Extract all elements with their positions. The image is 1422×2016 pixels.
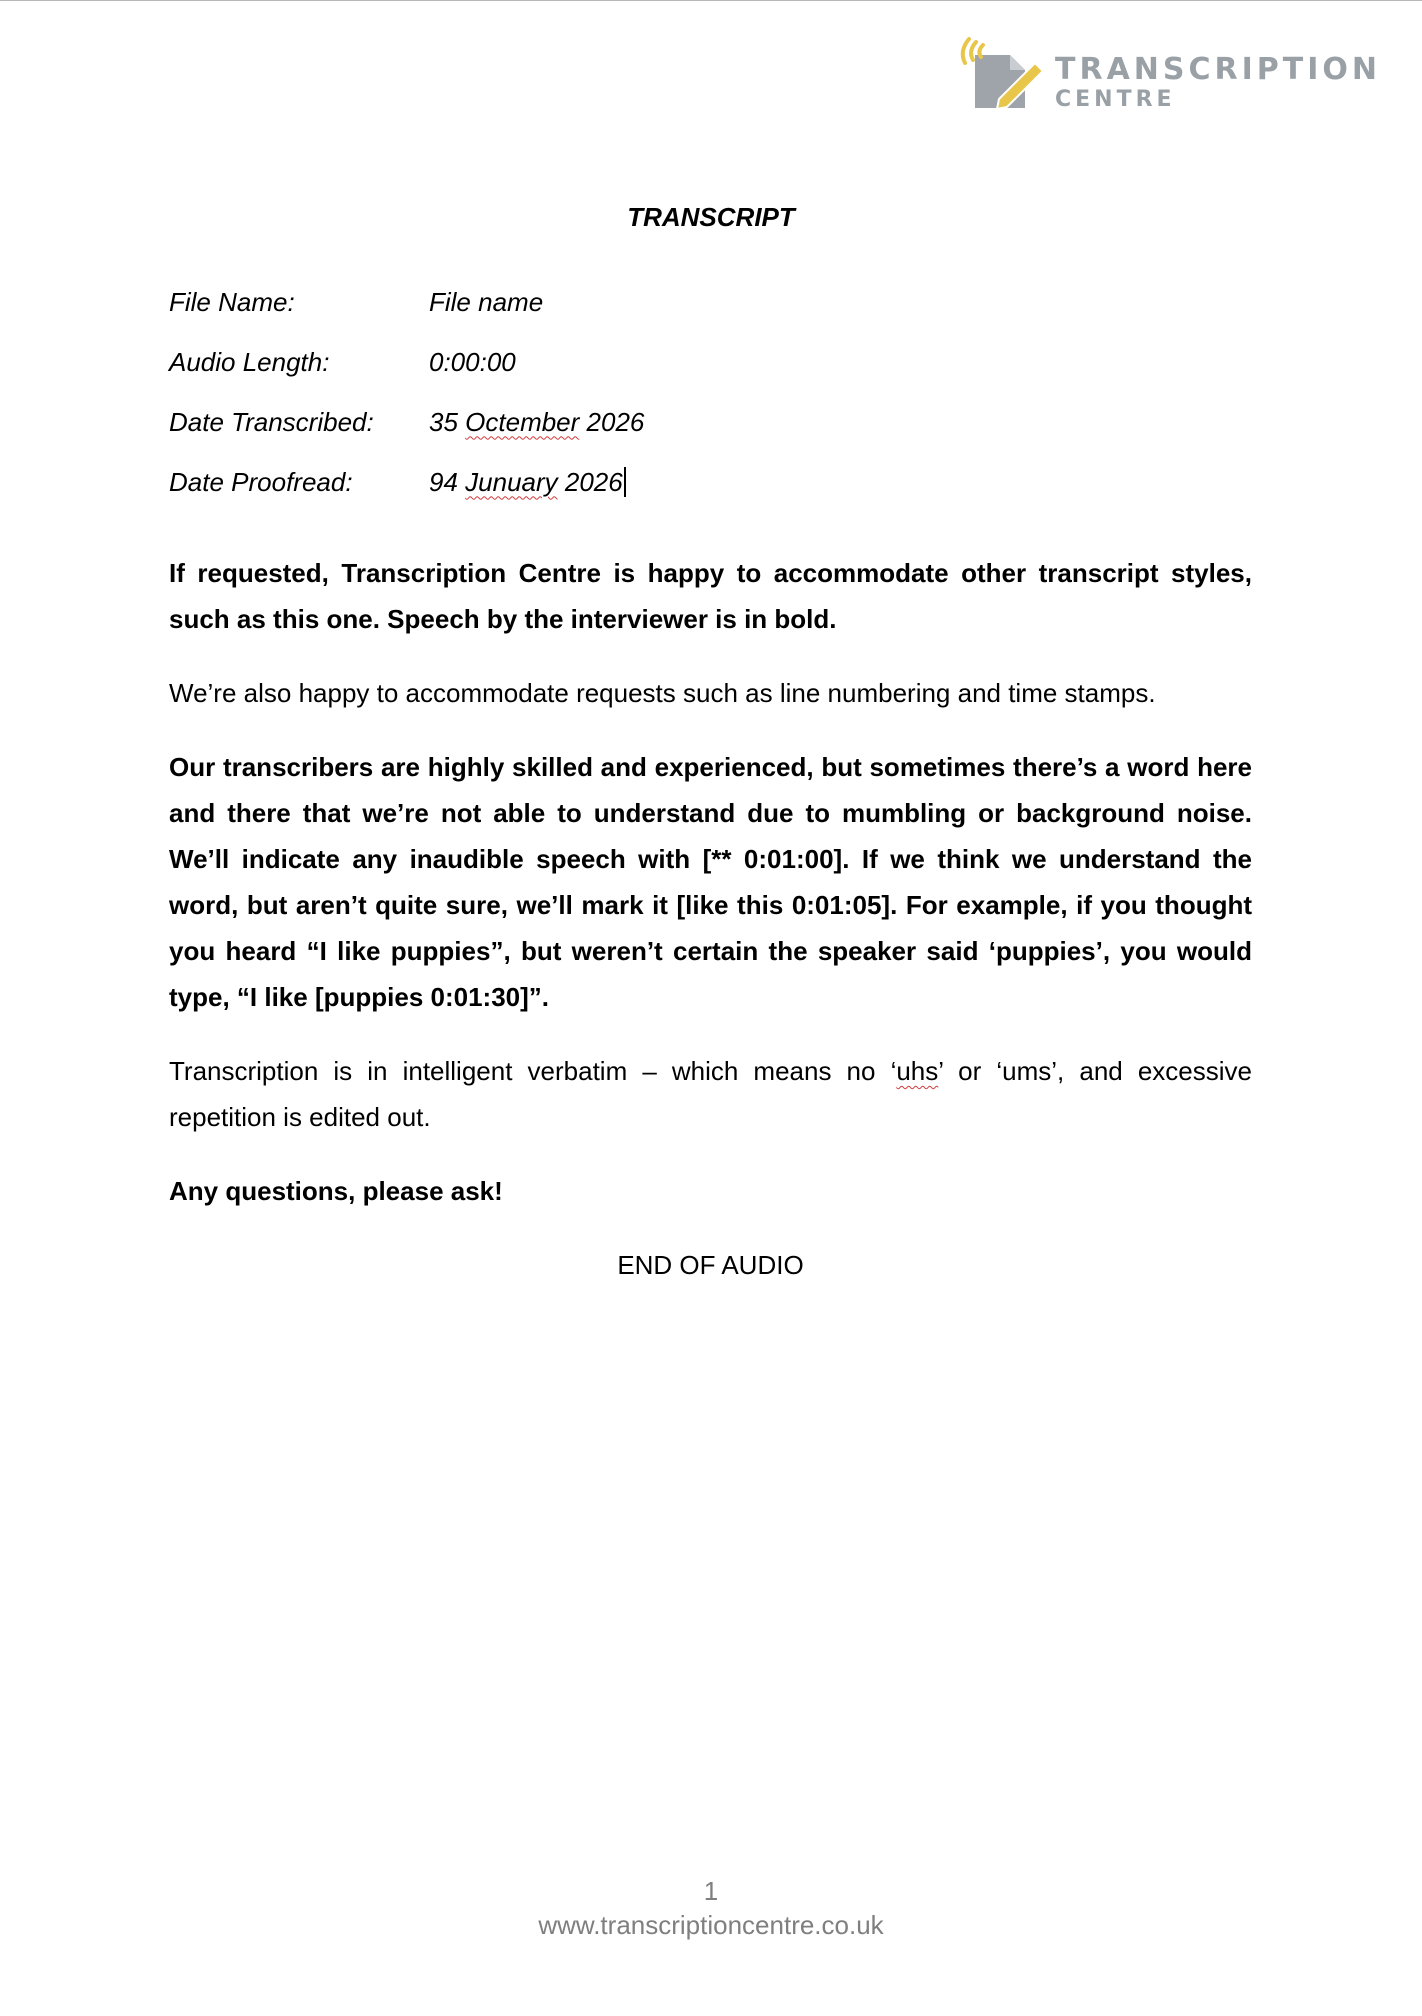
- spelling-flagged-word[interactable]: Junuary: [465, 466, 558, 497]
- date-day: 94: [429, 466, 466, 497]
- paragraph-respondent: [169, 1048, 1252, 1140]
- meta-row-audio-length: [169, 332, 869, 392]
- paragraph-interviewer: Any questions, please ask!: [169, 1176, 503, 1206]
- file-metadata: [169, 272, 869, 512]
- end-of-audio-marker: END OF AUDIO: [617, 1250, 804, 1280]
- date-year: 2026: [579, 406, 645, 437]
- meta-label: Date Proofread:: [169, 466, 353, 497]
- meta-value: [429, 467, 626, 498]
- paragraph-text: ’ or ‘ums’, and excessive repetition is edited out.: [169, 1056, 1252, 1132]
- page-footer: [0, 1874, 1422, 1942]
- page-top-border: [0, 0, 1422, 1]
- document-pencil-sound-icon: [955, 33, 1050, 113]
- paragraph-respondent: We’re also happy to accommodate requests such as line numbering and time stamps.: [169, 678, 1156, 708]
- date-year: 2026: [557, 466, 623, 497]
- paragraph-interviewer: If requested, Transcription Centre is happy to accommodate other transcript styles, such as this one. Speech by the interviewer is in bold.: [169, 558, 1252, 634]
- meta-row-date-transcribed: [169, 392, 869, 452]
- meta-value: 0:00:00: [429, 346, 516, 377]
- spelling-flagged-word[interactable]: uhs: [896, 1056, 939, 1086]
- paragraph-interviewer: Our transcribers are highly skilled and experienced, but sometimes there’s a word here and there that we’re not able to understand due to mumbling or background noise. We’ll indicate any inaudible speech with [** 0:01:00]. If we think we understand the word, but aren’t quite sure, we’ll mark it [like this 0:01:05]. For example, if you thought you heard “I like puppies”, but weren’t certain the speaker said ‘puppies’, you would type, “I like [puppies 0:01:30]”.: [169, 752, 1252, 1012]
- meta-value: [429, 407, 644, 438]
- logo-line1: TRANSCRIPTION: [1055, 52, 1381, 87]
- meta-label: Audio Length:: [169, 346, 330, 377]
- text-cursor: [624, 467, 626, 497]
- page-number: 1: [703, 1876, 719, 1906]
- meta-row-date-proofread: [169, 452, 869, 512]
- meta-value: File name: [429, 286, 544, 317]
- logo-wordmark: [1055, 53, 1381, 113]
- document-title: TRANSCRIPT: [627, 202, 795, 232]
- date-day: 35: [429, 406, 466, 437]
- meta-label: File Name:: [169, 286, 295, 317]
- spelling-flagged-word[interactable]: Octember: [465, 406, 580, 437]
- transcript-body: [169, 550, 1252, 1288]
- logo-line2: CENTRE: [1055, 87, 1176, 112]
- paragraph-text: Transcription is in intelligent verbatim – which means no ‘: [169, 1056, 897, 1086]
- footer-url: www.transcriptioncentre.co.uk: [538, 1910, 884, 1940]
- company-logo: [955, 33, 1381, 113]
- meta-label: Date Transcribed:: [169, 406, 374, 437]
- meta-row-file-name: [169, 272, 869, 332]
